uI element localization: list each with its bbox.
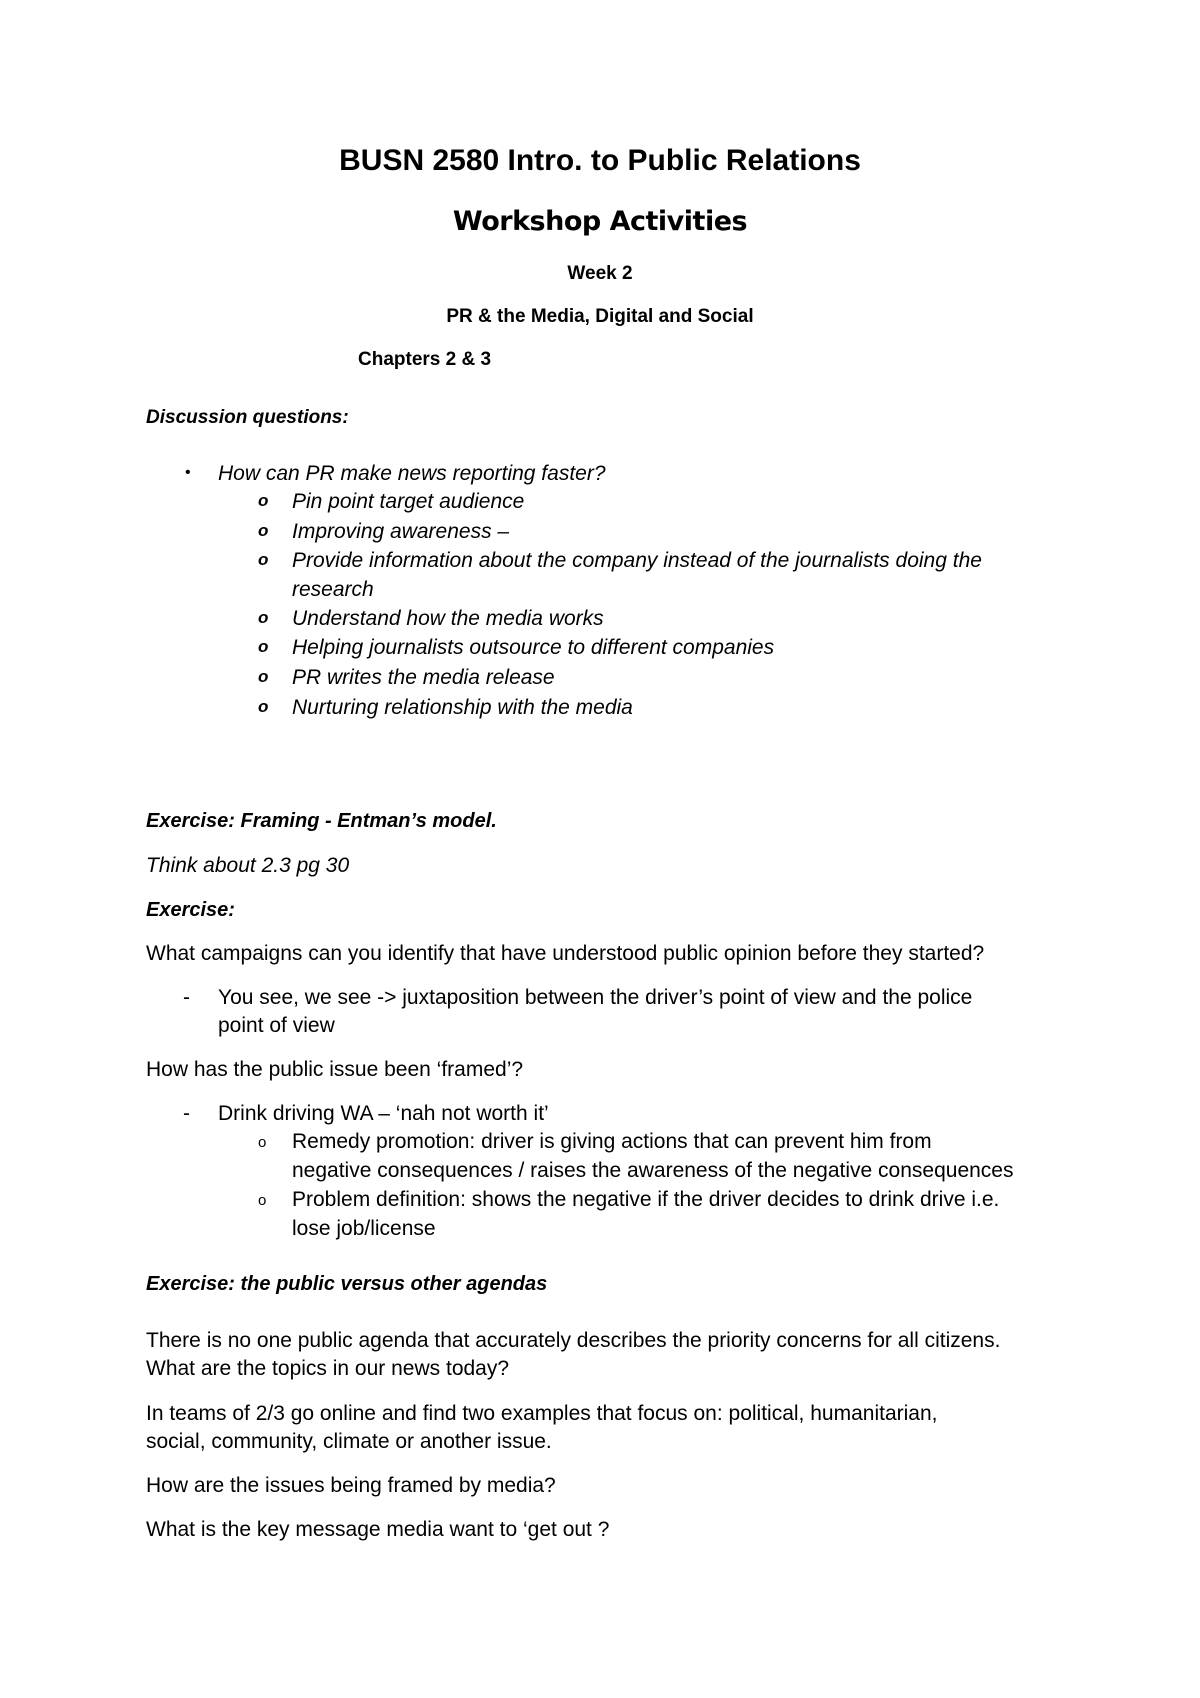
- exercise-heading: Exercise:: [146, 899, 235, 921]
- list-item: Problem definition: shows the negative if the driver decides to drink drive i.e.: [292, 1188, 1000, 1211]
- document-subtitle: Workshop Activities: [452, 206, 748, 237]
- agendas-question: What is the key message media want to ‘get out ?: [146, 1518, 610, 1541]
- chapters-label: Chapters 2 & 3: [358, 349, 492, 370]
- sub-bullet-icon: o: [258, 1134, 267, 1151]
- list-item: Improving awareness –: [292, 520, 510, 543]
- sub-bullet-icon: o: [258, 697, 269, 716]
- list-item: Helping journalists outsource to different companies: [292, 636, 775, 659]
- exercise-answer-continuation: point of view: [218, 1014, 335, 1037]
- list-item-continuation: research: [292, 578, 374, 601]
- exercise-answer: Drink driving WA – ‘nah not worth it’: [218, 1102, 549, 1125]
- framing-note: Think about 2.3 pg 30: [146, 854, 350, 877]
- dash-icon: -: [183, 1102, 190, 1125]
- sub-bullet-icon: o: [258, 608, 269, 627]
- document-title: BUSN 2580 Intro. to Public Relations: [339, 144, 861, 177]
- list-item-continuation: lose job/license: [292, 1217, 436, 1240]
- week-label: Week 2: [567, 263, 633, 284]
- sub-bullet-icon: o: [258, 550, 269, 569]
- sub-bullet-icon: o: [258, 491, 269, 510]
- list-item: PR writes the media release: [292, 666, 555, 689]
- dash-icon: -: [183, 986, 190, 1009]
- list-item: Remedy promotion: driver is giving actions that can prevent him from: [292, 1130, 932, 1153]
- agendas-paragraph-continuation: social, community, climate or another issue.: [146, 1430, 552, 1453]
- list-item: Understand how the media works: [292, 607, 604, 630]
- list-item: Pin point target audience: [292, 490, 525, 513]
- list-item: Nurturing relationship with the media: [292, 696, 633, 719]
- bullet-icon: •: [185, 464, 191, 481]
- agendas-question: How are the issues being framed by media?: [146, 1474, 556, 1497]
- agendas-paragraph: In teams of 2/3 go online and find two examples that focus on: political, humanitarian,: [146, 1402, 938, 1425]
- list-item-continuation: negative consequences / raises the awareness of the negative consequences: [292, 1159, 1014, 1182]
- framing-heading: Exercise: Framing - Entman’s model.: [146, 810, 497, 832]
- topic-label: PR & the Media, Digital and Social: [446, 306, 754, 327]
- sub-bullet-icon: o: [258, 637, 269, 656]
- agendas-paragraph-continuation: What are the topics in our news today?: [146, 1357, 510, 1380]
- exercise-answer: You see, we see -> juxtaposition between the driver’s point of view and the police: [218, 986, 973, 1009]
- exercise-question: How has the public issue been ‘framed’?: [146, 1058, 524, 1081]
- list-item: Provide information about the company instead of the journalists doing the: [292, 549, 982, 572]
- agendas-heading: Exercise: the public versus other agendas: [146, 1273, 548, 1295]
- exercise-question: What campaigns can you identify that have understood public opinion before they started?: [146, 942, 985, 965]
- sub-bullet-icon: o: [258, 667, 269, 686]
- sub-bullet-icon: o: [258, 521, 269, 540]
- agendas-paragraph: There is no one public agenda that accurately describes the priority concerns for all citizens.: [146, 1329, 1001, 1352]
- discussion-question: How can PR make news reporting faster?: [218, 462, 606, 485]
- discussion-heading: Discussion questions:: [146, 407, 349, 428]
- sub-bullet-icon: o: [258, 1192, 267, 1209]
